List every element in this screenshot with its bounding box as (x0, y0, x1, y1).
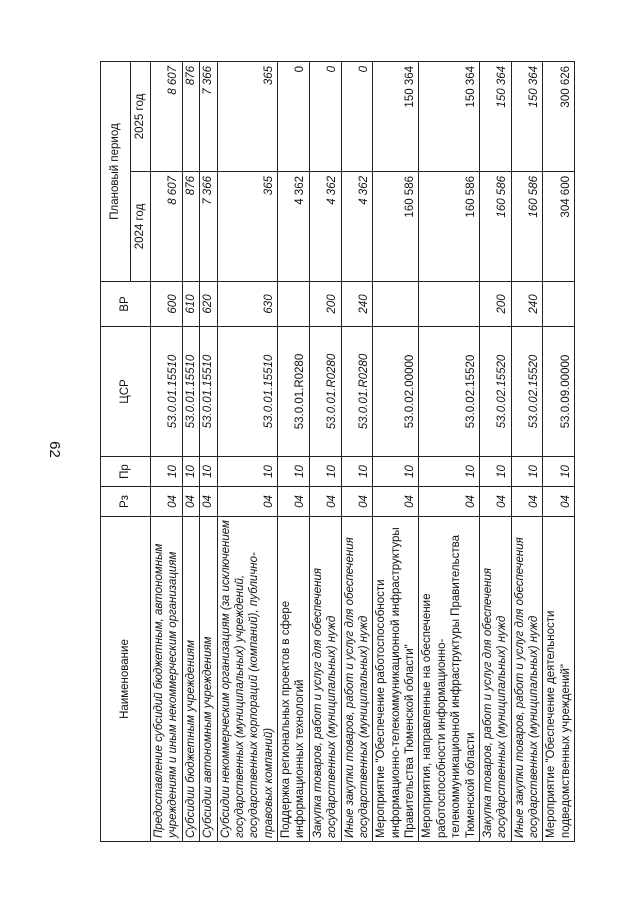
cell-rz: 04 (543, 487, 575, 517)
cell-csr: 53.0.01.R0280 (341, 327, 373, 457)
cell-y2024: 304 600 (543, 172, 575, 282)
cell-y2025: 0 (309, 61, 341, 171)
cell-rz: 04 (479, 487, 511, 517)
header-planned-period: Плановый период (101, 61, 131, 281)
cell-vr (373, 282, 419, 327)
cell-csr: 53.0.01.15510 (182, 327, 199, 457)
cell-csr: 53.0.01.R0280 (278, 327, 310, 457)
cell-pr: 10 (511, 457, 543, 487)
cell-y2024: 160 586 (419, 172, 480, 282)
cell-name: Субсидии бюджетным учреждениям (182, 517, 199, 842)
cell-pr: 10 (151, 457, 183, 487)
cell-pr: 10 (200, 457, 217, 487)
cell-rz: 04 (341, 487, 373, 517)
cell-vr (419, 282, 480, 327)
cell-rz: 04 (419, 487, 480, 517)
cell-rz: 04 (511, 487, 543, 517)
cell-name: Субсидии автономным учреждениям (200, 517, 217, 842)
cell-pr: 10 (543, 457, 575, 487)
header-year-2024: 2024 год (131, 172, 151, 282)
cell-csr: 53.0.02.00000 (373, 327, 419, 457)
header-vr: ВР (101, 282, 151, 327)
table-row (373, 61, 419, 841)
cell-y2025: 0 (278, 61, 310, 171)
cell-pr: 10 (278, 457, 310, 487)
cell-csr: 53.0.02.15520 (511, 327, 543, 457)
cell-y2025: 150 364 (511, 61, 543, 171)
cell-rz: 04 (373, 487, 419, 517)
cell-y2024: 160 586 (511, 172, 543, 282)
cell-name: Иные закупки товаров, работ и услуг для обеспечения государственных (муниципальных) нужд (511, 517, 543, 842)
cell-name: Субсидии некоммерческим организациям (за исключением государственных (муниципальных) учреждений, государственных корпораций (компаний), публично-правовых компаний) (217, 517, 278, 842)
cell-vr: 240 (341, 282, 373, 327)
cell-name: Закупка товаров, работ и услуг для обеспечения государственных (муниципальных) нужд (309, 517, 341, 842)
cell-name: Мероприятие "Обеспечение работоспособности информационно-телекоммуникационной инфраструктуры Правительства Тюменской области" (373, 517, 419, 842)
table-row (151, 61, 183, 841)
cell-pr: 10 (479, 457, 511, 487)
cell-pr: 10 (217, 457, 278, 487)
cell-rz: 04 (309, 487, 341, 517)
table-body (151, 61, 575, 841)
cell-pr: 10 (309, 457, 341, 487)
header-name: Наименование (101, 517, 151, 842)
cell-y2024: 160 586 (373, 172, 419, 282)
cell-vr: 200 (479, 282, 511, 327)
cell-vr: 240 (511, 282, 543, 327)
cell-csr: 53.0.09.00000 (543, 327, 575, 457)
cell-vr: 630 (217, 282, 278, 327)
cell-y2025: 0 (341, 61, 373, 171)
cell-pr: 10 (182, 457, 199, 487)
cell-y2025: 876 (182, 61, 199, 171)
cell-name: Иные закупки товаров, работ и услуг для обеспечения государственных (муниципальных) нужд (341, 517, 373, 842)
cell-pr: 10 (341, 457, 373, 487)
table-row (217, 61, 278, 841)
table-row (479, 61, 511, 841)
cell-csr: 53.0.02.15520 (479, 327, 511, 457)
table-row (341, 61, 373, 841)
cell-y2025: 365 (217, 61, 278, 171)
cell-name: Поддержка региональных проектов в сфере информационных технологий (278, 517, 310, 842)
page-number: 62 (45, 441, 63, 458)
cell-y2025: 300 626 (543, 61, 575, 171)
rotated-table-wrapper (100, 62, 572, 842)
cell-y2024: 4 362 (309, 172, 341, 282)
cell-vr (278, 282, 310, 327)
table-row (182, 61, 199, 841)
cell-y2024: 4 362 (278, 172, 310, 282)
cell-y2024: 7 366 (200, 172, 217, 282)
cell-rz: 04 (200, 487, 217, 517)
cell-rz: 04 (217, 487, 278, 517)
table-row (419, 61, 480, 841)
header-rz: Рз (101, 487, 151, 517)
header-pr: Пр (101, 457, 151, 487)
cell-rz: 04 (151, 487, 183, 517)
cell-name: Закупка товаров, работ и услуг для обеспечения государственных (муниципальных) нужд (479, 517, 511, 842)
budget-table (100, 61, 575, 842)
cell-name: Предоставление субсидий бюджетным, автономным учреждениям и иным некоммерческим организациям (151, 517, 183, 842)
header-csr: ЦСР (101, 327, 151, 457)
cell-vr: 610 (182, 282, 199, 327)
cell-y2024: 365 (217, 172, 278, 282)
table-row (309, 61, 341, 841)
cell-name: Мероприятия, направленные на обеспечение работоспособности информационно-телекоммуникационной инфраструктуры Правительства Тюменской области (419, 517, 480, 842)
cell-csr: 53.0.01.15510 (151, 327, 183, 457)
cell-csr: 53.0.01.R0280 (309, 327, 341, 457)
cell-rz: 04 (278, 487, 310, 517)
cell-vr: 600 (151, 282, 183, 327)
cell-rz: 04 (182, 487, 199, 517)
cell-csr: 53.0.02.15520 (419, 327, 480, 457)
table-row (543, 61, 575, 841)
table-row (278, 61, 310, 841)
cell-y2024: 4 362 (341, 172, 373, 282)
cell-y2024: 160 586 (479, 172, 511, 282)
cell-pr: 10 (419, 457, 480, 487)
table-row (200, 61, 217, 841)
cell-csr: 53.0.01.15510 (217, 327, 278, 457)
cell-y2024: 876 (182, 172, 199, 282)
table-row (511, 61, 543, 841)
header-year-2025: 2025 год (131, 61, 151, 171)
cell-vr (543, 282, 575, 327)
cell-y2025: 150 364 (479, 61, 511, 171)
cell-name: Мероприятие "Обеспечение деятельности подведомственных учреждений" (543, 517, 575, 842)
cell-y2025: 8 607 (151, 61, 183, 171)
cell-vr: 620 (200, 282, 217, 327)
cell-y2025: 150 364 (419, 61, 480, 171)
cell-csr: 53.0.01.15510 (200, 327, 217, 457)
cell-y2025: 150 364 (373, 61, 419, 171)
cell-y2025: 7 366 (200, 61, 217, 171)
cell-pr: 10 (373, 457, 419, 487)
cell-vr: 200 (309, 282, 341, 327)
cell-y2024: 8 607 (151, 172, 183, 282)
